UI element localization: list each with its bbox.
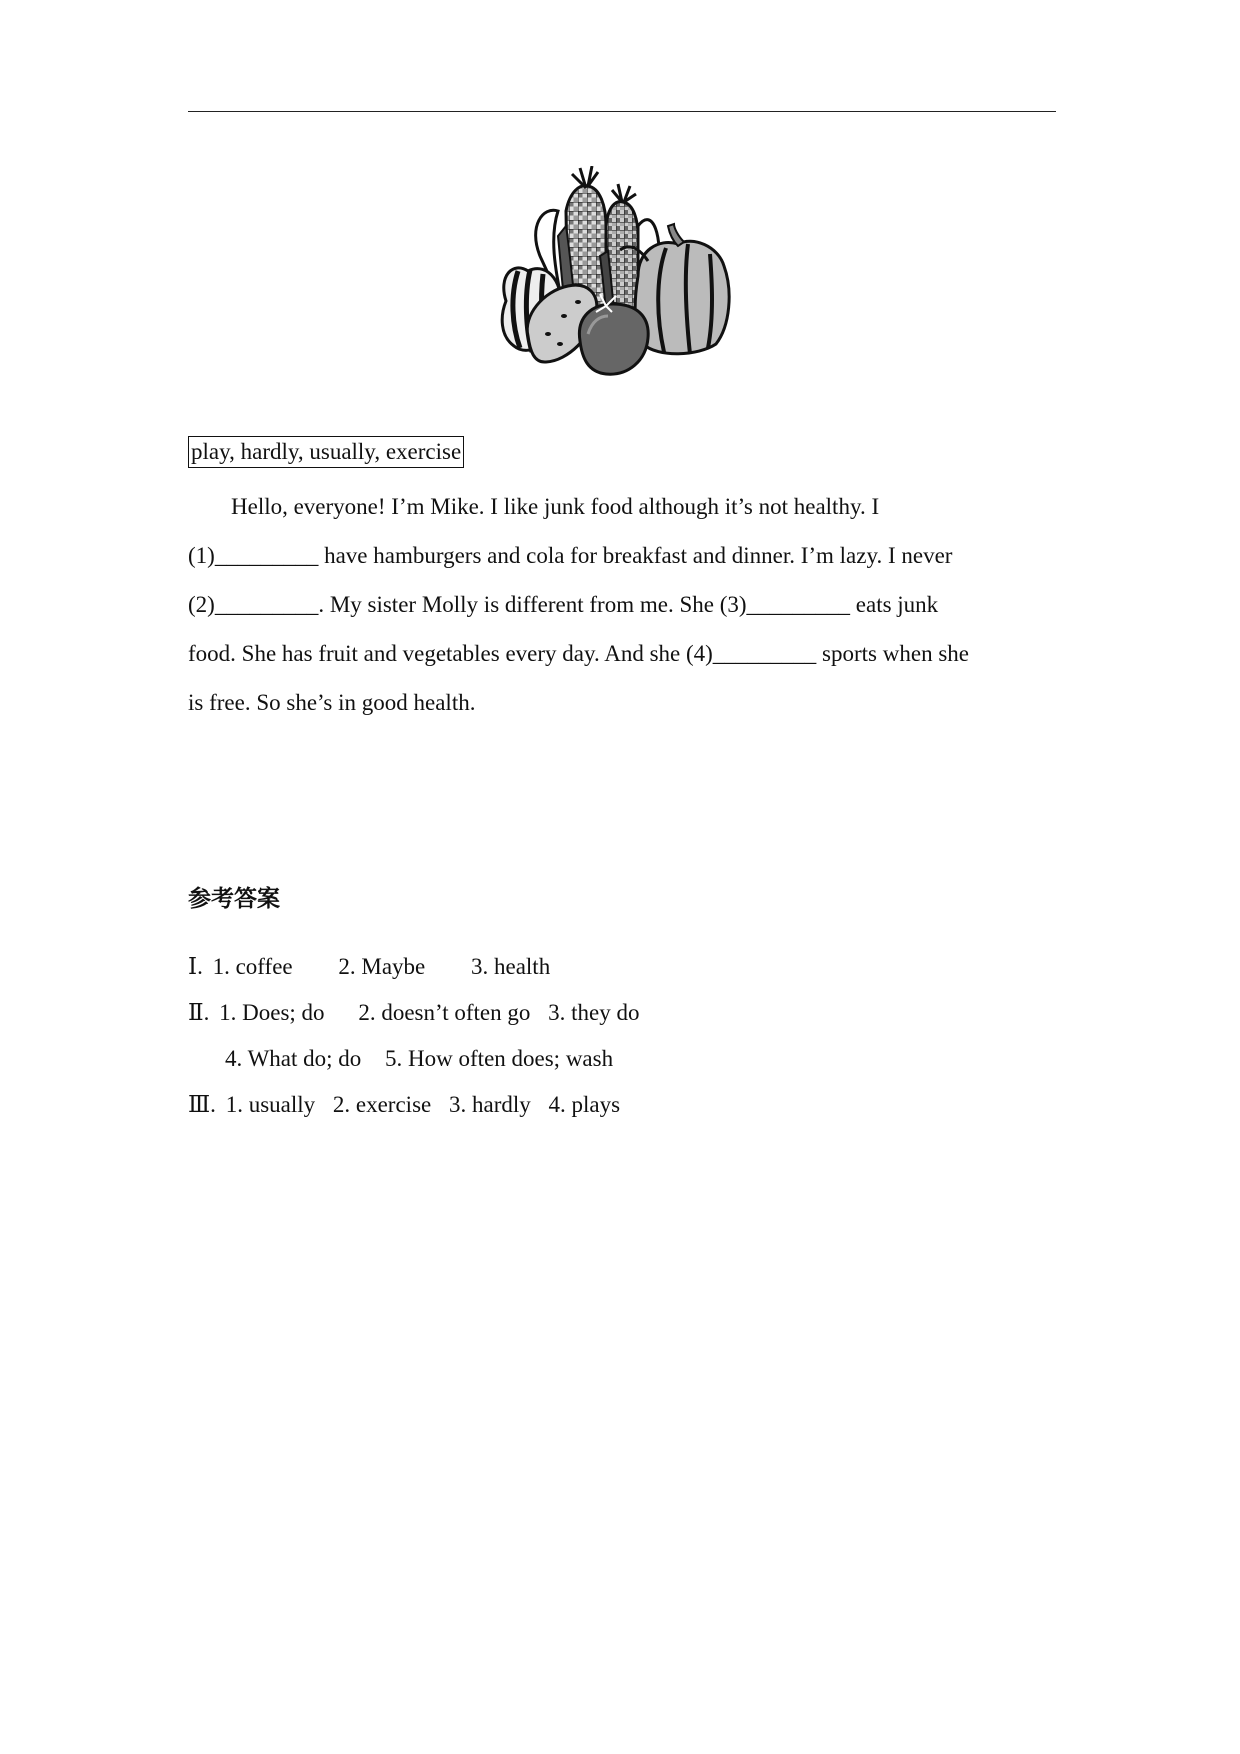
cloze-passage [188, 482, 1056, 727]
answer-item: 2. exercise [332, 1092, 432, 1117]
section-numeral: Ⅱ. [188, 1000, 210, 1025]
answer-section-2-continued [188, 1036, 1056, 1082]
answer-item: 3. hardly [448, 1092, 531, 1117]
passage-line: food. She has fruit and vegetables every day. And she (4)_________ sports when she [188, 641, 969, 666]
word-bank-box: play, hardly, usually, exercise [188, 436, 464, 468]
answer-section-3 [188, 1082, 1056, 1128]
answer-item: 4. What do; do [225, 1046, 362, 1071]
passage-line: (1)_________ have hamburgers and cola for breakfast and dinner. I’m lazy. I never [188, 543, 953, 568]
answers-heading: 参考答案 [188, 886, 280, 912]
passage-line: is free. So she’s in good health. [188, 690, 476, 715]
answer-item: 4. plays [548, 1092, 621, 1117]
answer-item: 2. Maybe [338, 954, 426, 979]
answer-item: 3. they do [548, 1000, 640, 1025]
vegetables-clipart-icon [488, 166, 758, 396]
passage-line: Hello, everyone! I’m Mike. I like junk food although it’s not healthy. I [231, 494, 880, 519]
section-numeral: Ⅲ. [188, 1092, 216, 1117]
answer-item: 1. Does; do [219, 1000, 325, 1025]
answer-item: 5. How often does; wash [385, 1046, 614, 1071]
answer-item: 2. doesn’t often go [358, 1000, 531, 1025]
answer-item: 1. coffee [212, 954, 293, 979]
answer-item: 1. usually [225, 1092, 316, 1117]
passage-line: (2)_________. My sister Molly is different from me. She (3)_________ eats junk [188, 592, 939, 617]
header-rule [188, 111, 1056, 112]
answer-section-1 [188, 944, 1056, 990]
answer-section-2 [188, 990, 1056, 1036]
answer-key [188, 944, 1056, 1128]
answer-item: 3. health [471, 954, 551, 979]
section-numeral: Ⅰ. [188, 954, 203, 979]
